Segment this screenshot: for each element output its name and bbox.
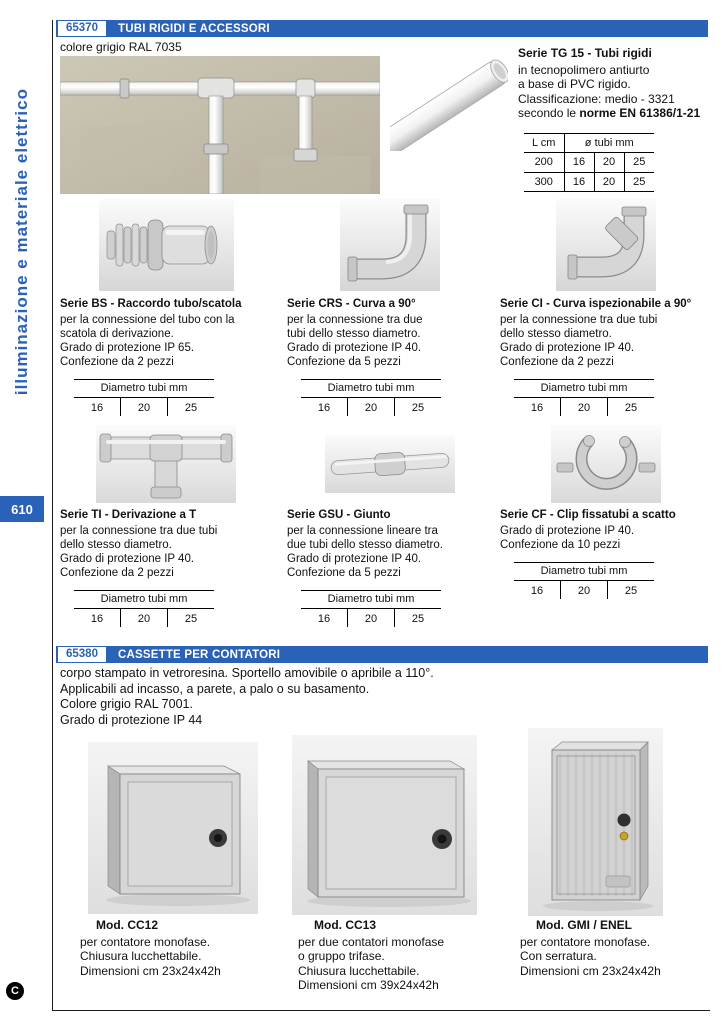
diameter-table: [301, 379, 441, 416]
model-block-cc13: [298, 918, 513, 993]
photo-mod-cc13: [292, 735, 477, 920]
product-title: Serie TI - Derivazione a T: [60, 509, 197, 521]
model-line: Dimensioni cm 23x24x42h: [520, 963, 661, 978]
diameter-value: 16: [317, 402, 331, 414]
product-desc-line: Confezione da 2 pezzi: [60, 567, 174, 579]
diameter-values: [74, 609, 214, 627]
product-desc-line: Grado di protezione IP 40.: [287, 342, 422, 354]
photo-pipes-installation: [60, 56, 380, 199]
model-block-cc12: [80, 918, 290, 978]
diameter-table-header: Diametro tubi mm: [301, 379, 441, 398]
product-description: [287, 524, 492, 580]
norms-bold-text: norme EN 61386/1-21: [579, 106, 701, 120]
photo-serie-bs: [60, 197, 272, 293]
product-desc-line: per la connessione tra due tubi: [500, 314, 658, 326]
tg15-line: Classificazione: medio - 3321: [518, 91, 675, 106]
tg15-size-table: [524, 133, 654, 193]
diameter-value: 25: [607, 398, 654, 416]
serie-tg15-block: [518, 46, 716, 192]
product-card-serie-ci: [500, 197, 712, 416]
photo-serie-ci: [500, 197, 712, 293]
diameter-value: 25: [394, 609, 441, 627]
section-code: 65380: [58, 647, 106, 662]
diameter-table: [74, 379, 214, 416]
photo-serie-ti: [60, 424, 272, 504]
product-desc-line: dello stesso diametro.: [500, 328, 612, 340]
diameter-value: 16: [90, 613, 104, 625]
product-description: [60, 524, 272, 580]
table-header-row: [524, 133, 654, 153]
table-cell: 16: [564, 172, 594, 192]
product-desc-line: per la connessione lineare tra: [287, 525, 438, 537]
product-desc-line: Confezione da 2 pezzi: [60, 356, 174, 368]
model-line: Dimensioni cm 23x24x42h: [80, 963, 221, 978]
table-row: [524, 153, 654, 173]
product-title: Serie CRS - Curva a 90°: [287, 298, 416, 310]
serie-tg15-title: Serie TG 15 - Tubi rigidi: [518, 46, 652, 60]
diameter-values: [301, 398, 441, 416]
product-desc-line: Confezione da 5 pezzi: [287, 356, 401, 368]
product-description: [500, 313, 712, 369]
photo-serie-crs: [287, 197, 492, 293]
product-card-serie-ti: [60, 424, 272, 627]
diameter-table-header: Diametro tubi mm: [74, 590, 214, 609]
diameter-value: 25: [167, 398, 214, 416]
product-desc-line: tubi dello stesso diametro.: [287, 328, 421, 340]
model-title: Mod. GMI / ENEL: [536, 918, 632, 932]
product-card-serie-gsu: [287, 424, 492, 627]
table-cell: 300: [524, 172, 564, 192]
diameter-table-header: Diametro tubi mm: [301, 590, 441, 609]
section-header-tubi: [56, 20, 708, 37]
diameter-value: 20: [560, 398, 607, 416]
product-title: Serie BS - Raccordo tubo/scatola: [60, 298, 242, 310]
page-number-badge: 610: [0, 496, 44, 522]
photo-mod-cc12: [88, 742, 258, 919]
col-header-length: L cm: [524, 133, 564, 153]
diameter-table-header: Diametro tubi mm: [514, 562, 654, 581]
product-desc-line: scatola di derivazione.: [60, 328, 174, 340]
diameter-values: [514, 398, 654, 416]
diameter-value: 16: [90, 402, 104, 414]
diameter-value: 20: [347, 398, 394, 416]
tg15-line: secondo le norme EN 61386/1-21: [518, 106, 701, 120]
diameter-value: 20: [120, 609, 167, 627]
diameter-values: [74, 398, 214, 416]
model-line: per contatore monofase.: [520, 934, 651, 949]
diameter-value: 25: [394, 398, 441, 416]
photo-serie-gsu: [287, 424, 492, 504]
product-card-serie-cf: [500, 424, 712, 599]
photo-rigid-tube: [390, 56, 508, 156]
diameter-table: [74, 590, 214, 627]
product-desc-line: due tubi dello stesso diametro.: [287, 539, 443, 551]
product-desc-line: Confezione da 5 pezzi: [287, 567, 401, 579]
section-title: TUBI RIGIDI E ACCESSORI: [117, 22, 270, 35]
product-desc-line: dello stesso diametro.: [60, 539, 172, 551]
model-line: per contatore monofase.: [80, 934, 211, 949]
product-desc-line: per la connessione del tubo con la: [60, 314, 235, 326]
product-description: [500, 524, 712, 552]
product-desc-line: Grado di protezione IP 40.: [287, 553, 422, 565]
diameter-value: 16: [530, 402, 544, 414]
diameter-value: 25: [167, 609, 214, 627]
model-line: Chiusura lucchettabile.: [80, 949, 202, 963]
intro-line: Grado di protezione IP 44: [60, 712, 203, 727]
bottom-rule: [52, 1010, 710, 1011]
table-cell: 20: [594, 153, 624, 173]
product-desc-line: Grado di protezione IP 40.: [60, 553, 195, 565]
product-title: Serie CI - Curva ispezionabile a 90°: [500, 298, 692, 310]
product-desc-line: Grado di protezione IP 65.: [60, 342, 195, 354]
product-title: Serie GSU - Giunto: [287, 509, 391, 521]
model-line: Con serratura.: [520, 949, 597, 963]
diameter-table-header: Diametro tubi mm: [74, 379, 214, 398]
diameter-values: [514, 581, 654, 599]
model-line: per due contatori monofase: [298, 934, 445, 949]
table-cell: 25: [624, 172, 654, 192]
diameter-value: 20: [120, 398, 167, 416]
table-row: [524, 172, 654, 192]
tg15-line: a base di PVC rigido.: [518, 77, 631, 91]
photo-mod-gmi-enel: [528, 728, 663, 921]
model-line: Chiusura lucchettabile.: [298, 963, 420, 978]
product-desc-line: Grado di protezione IP 40.: [500, 525, 635, 537]
model-block-gmi-enel: [520, 918, 715, 978]
model-title: Mod. CC13: [314, 918, 377, 932]
product-card-serie-bs: [60, 197, 272, 416]
tg15-line: in tecnopolimero antiurto: [518, 62, 650, 77]
table-cell: 16: [564, 153, 594, 173]
product-title: Serie CF - Clip fissatubi a scatto: [500, 509, 676, 521]
diameter-table: [514, 562, 654, 599]
section-title: CASSETTE PER CONTATORI: [117, 648, 281, 661]
diameter-value: 20: [560, 581, 607, 599]
product-desc-line: Grado di protezione IP 40.: [500, 342, 635, 354]
section-code: 65370: [58, 21, 106, 36]
intro-line: corpo stampato in vetroresina. Sportello amovibile o apribile a 110°.: [60, 666, 434, 680]
diameter-value: 20: [347, 609, 394, 627]
product-desc-line: per la connessione tra due: [287, 314, 423, 326]
table-cell: 200: [524, 153, 564, 173]
table-cell: 25: [624, 153, 654, 173]
product-description: [60, 313, 272, 369]
sidebar-category-label: illuminazione e materiale elettrico: [12, 88, 31, 396]
intro-line: Applicabili ad incasso, a parete, a palo o su basamento.: [60, 681, 370, 696]
diameter-value: 16: [317, 613, 331, 625]
product-desc-line: Confezione da 10 pezzi: [500, 539, 621, 551]
model-title: Mod. CC12: [96, 918, 159, 932]
diameter-value: 16: [530, 585, 544, 597]
product-desc-line: Confezione da 2 pezzi: [500, 356, 614, 368]
left-vertical-rule: [52, 20, 53, 1011]
model-line: o gruppo trifase.: [298, 949, 385, 963]
section-header-cassette: [56, 646, 708, 663]
product-description: [287, 313, 492, 369]
diameter-values: [301, 609, 441, 627]
color-note: colore grigio RAL 7035: [60, 40, 182, 54]
diameter-table: [301, 590, 441, 627]
intro-line: Colore grigio RAL 7001.: [60, 697, 193, 711]
product-card-serie-crs: [287, 197, 492, 416]
model-line: Dimensioni cm 39x24x42h: [298, 978, 439, 992]
diameter-table-header: Diametro tubi mm: [514, 379, 654, 398]
product-desc-line: per la connessione tra due tubi: [60, 525, 218, 537]
copyright-icon: C: [6, 982, 24, 1000]
col-header-diameter: ø tubi mm: [564, 133, 654, 153]
diameter-value: 25: [607, 581, 654, 599]
diameter-table: [514, 379, 654, 416]
table-cell: 20: [594, 172, 624, 192]
photo-serie-cf: [500, 424, 712, 504]
cassette-intro: [60, 666, 434, 728]
